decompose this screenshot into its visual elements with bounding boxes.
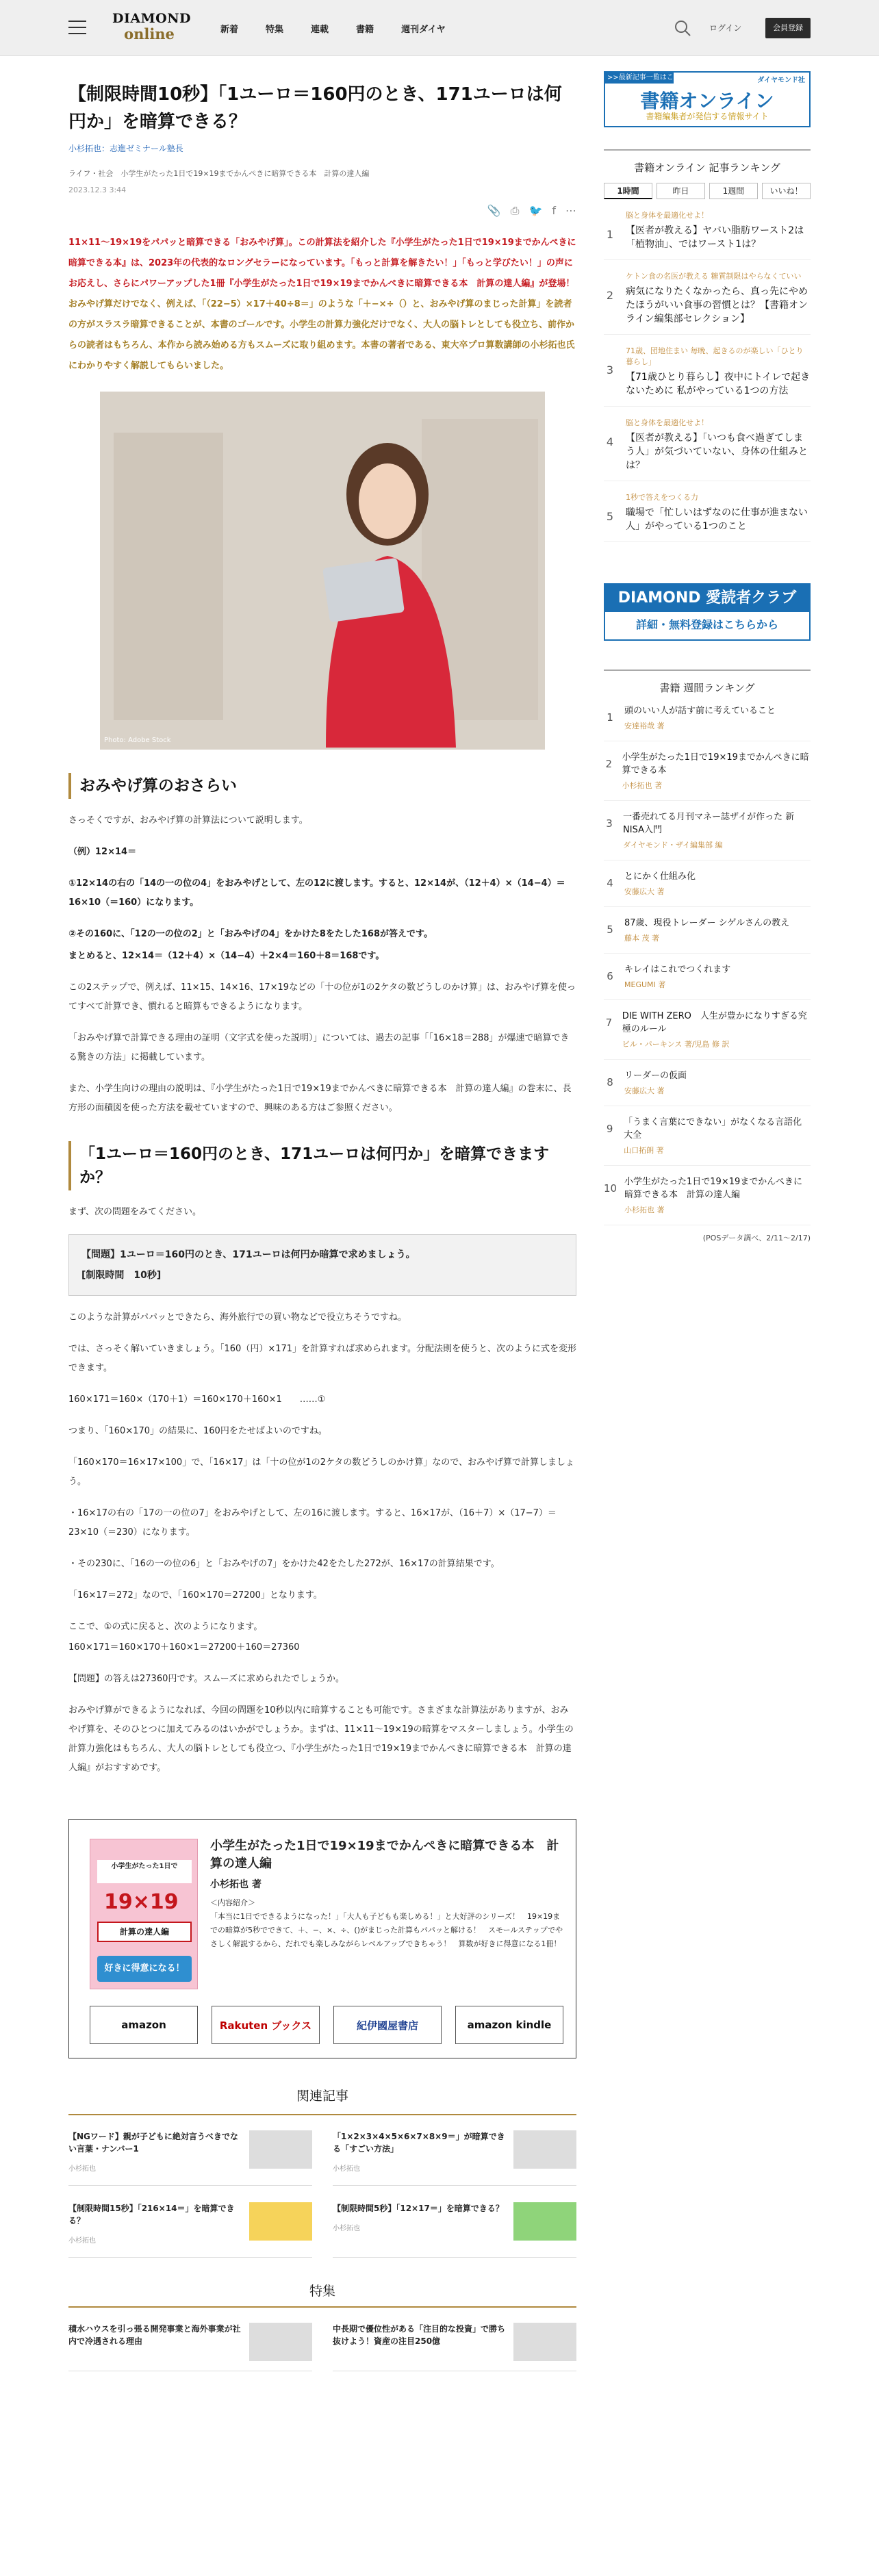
kindle-button[interactable]: amazon kindle [455, 2006, 563, 2044]
paragraph-with-link[interactable]: 「おみやげ算で計算できる理由の証明（文字式を使った説明）」については、過去の記事「「16×18＝288」が爆速で暗算できる驚きの方法」に掲載しています。 [68, 1033, 570, 1062]
banner-title: 書籍オンライン [640, 90, 774, 112]
more-icon[interactable]: ⋯ [565, 204, 576, 217]
main-nav [220, 22, 446, 35]
book-rank-item[interactable]: 10 小学生がたった1日で19×19までかんぺきに暗算できる本 計算の達人編 小杉拓也 著 [604, 1166, 811, 1225]
tab-1hour[interactable]: 1時間 [604, 183, 652, 199]
paragraph: この2ステップで、例えば、11×15、14×16、17×19などの「十の位が1の2ケタの数どうしのかけ算」は、おみやげ算を使ってすべて計算でき、慣れると暗算もできるようになります。 [68, 982, 576, 1012]
lead-part-1: 11×11〜19×19をパパッと暗算できる「おみやげ算」。この計算法を紹介した『小学生がたった1日で19×19までかんぺきに暗算できる本』は、2023年の代表的なロングセラーになっています。「もっと計算を解きたい！」「もっと学びたい！」の声にお応えし、さらにパワーアップした1冊『小学生がたった1日で19×19までかんぺきに暗算できる本 計算の達人編』が登場！ [68, 238, 576, 289]
paragraph: まとめると、12×14＝（12＋4）×（14−4）＋2×4＝160＋8＝168です。 [68, 951, 385, 961]
ranking-item[interactable]: 2 ケトン食の名医が教える 糖質制限はやらなくていい 病気になりたくなかったら、真っ先にやめたほうがいい食事の習慣とは？【書籍オンライン編集部セレクション】 [604, 271, 811, 335]
tab-likes[interactable]: いいね！ [762, 183, 811, 199]
nav-item-weekly[interactable]: 週刊ダイヤ [401, 25, 446, 35]
store-buttons [90, 2006, 563, 2044]
paragraph: また、小学生向けの理由の説明は、『小学生がたった1日で19×19までかんぺきに暗算できる本 計算の達人編』の巻末に、長方形の面積図を使った方法を載せていますので、興味のある方はご参照ください。 [68, 1084, 572, 1113]
menu-icon[interactable] [68, 21, 86, 34]
ranking-item[interactable]: 5 1秒で答えをつくる力 職場で「忙しいはずなのに仕事が進まない人」がやっている1つのこと [604, 492, 811, 542]
nav-item-books[interactable]: 書籍 [356, 25, 374, 35]
formula: 160×171＝160×（170＋1）＝160×170＋160×1 ……① [68, 1394, 326, 1405]
book-promo-box [68, 1819, 576, 2058]
closing-paragraph: おみやげ算ができるようになれば、今回の問題を10秒以内に暗算することも可能です。さまざまな計算法がありますが、おみやげ算を、そのひとつに加えてみるのはいかがでしょうか。まずは、11×11〜19×19の暗算をマスターしましょう。小学生の計算力強化はもちろん、大人の脳トレとしても役立つ、『小学生がたった1日で19×19までかんぺきに暗算できる本 計算の達人編』がおすすめです。 [68, 1705, 574, 1773]
paragraph: ①12×14の右の「14の一の位の4」をおみやげとして、左の12に渡します。すると、12×14が、（12＋4）×（14−4）＝16×10（＝160）になります。 [68, 878, 565, 908]
ranking-item[interactable]: 1 脳と身体を最適化せよ！ 【医者が教える】ヤバい脂肪ワースト2は「植物油」、ではワースト1は？ [604, 210, 811, 260]
related-item[interactable]: 【制限時間5秒】「12×17＝」を暗算できる？ 小杉拓也 [333, 2202, 576, 2258]
banner-subtitle: 書籍編集者が発信する情報サイト [646, 112, 769, 121]
related-thumbnail [249, 2130, 312, 2169]
answer-paragraph: 【問題】の答えは27360円です。スムーズに求められたでしょうか。 [68, 1674, 345, 1684]
ranking-source: (POSデータ調べ、2/11〜2/17) [702, 1234, 811, 1242]
article-photo [100, 392, 545, 750]
club-title: DIAMOND 愛読者クラブ [605, 585, 809, 612]
quiz-question: 【問題】1ユーロ＝160円のとき、171ユーロは何円か暗算で求めましょう。 [81, 1249, 416, 1260]
article-lead [68, 233, 576, 377]
paragraph: つまり、「160×170」の結果に、160円をたせばよいのですね。 [68, 1426, 327, 1436]
paragraph: ・その230に、「16の一の位の6」と「おみやげの7」をかけた42をたした272が、16×17の計算結果です。 [68, 1559, 500, 1569]
tab-1week[interactable]: 1週間 [709, 183, 758, 199]
cover-bottom-text: 好きに得意になる！ [97, 1956, 192, 1982]
register-button[interactable]: 会員登録 [765, 18, 811, 38]
paragraph: ②その160に、「12の一の位の2」と「おみやげの4」をかけた8をたした168が答えです。 [68, 929, 433, 939]
paragraph: まず、次の問題をみてください。 [68, 1207, 201, 1217]
cover-top-text: 小学生がたった1日で [97, 1860, 192, 1883]
twitter-icon[interactable]: 🐦 [528, 204, 543, 217]
login-link[interactable]: ログイン [709, 23, 742, 33]
nav-item-feature[interactable]: 特集 [266, 25, 284, 35]
book-rank-item[interactable]: 4 とにかく仕組み化 安藤広大 著 [604, 860, 811, 907]
cover-mid-text: 計算の達人編 [97, 1922, 192, 1942]
kinokuniya-button[interactable]: 紀伊國屋書店 [333, 2006, 442, 2044]
woman-tablet-image [100, 392, 545, 750]
clip-icon[interactable]: 📎 [487, 204, 501, 217]
site-logo[interactable] [112, 10, 192, 47]
article-title: 【制限時間10秒】「1ユーロ＝160円のとき、171ユーロは何円か」を暗算できる？ [68, 84, 562, 132]
ranking-item[interactable]: 3 71歳、団地住まい 毎晩、起きるのが楽しい「ひとり暮らし」 【71歳ひとり暮らし】夜中にトイレで起きないために 私がやっている1つの方法 [604, 346, 811, 407]
print-icon[interactable]: ⎙ [510, 204, 520, 217]
feature-thumbnail [249, 2323, 312, 2361]
article-author[interactable]: 小杉拓也：志進ゼミナール塾長 [68, 144, 183, 153]
search-icon[interactable] [674, 19, 691, 37]
book-rank-item[interactable]: 9 「うまく言葉にできない」がなくなる言語化大全 山口拓朗 著 [604, 1106, 811, 1166]
book-rank-item[interactable]: 6 キレイはこれでつくれます MEGUMI 著 [604, 954, 811, 1000]
quiz-box [68, 1234, 576, 1296]
share-bar [68, 204, 576, 218]
book-cover[interactable] [90, 1839, 198, 1989]
tab-yesterday[interactable]: 昨日 [657, 183, 705, 199]
books-online-banner[interactable] [604, 71, 811, 127]
feature-heading: 特集 [68, 2281, 576, 2308]
article-date: 2023.12.3 3:44 [68, 186, 127, 194]
article-category[interactable]: ライフ・社会 小学生がたった1日で19×19までかんぺきに暗算できる本 計算の達人編 [68, 169, 370, 178]
site-header [0, 0, 879, 56]
related-heading: 関連記事 [68, 2086, 576, 2115]
logo-bottom: online [124, 25, 175, 42]
paragraph: （例）12×14＝ [68, 847, 137, 857]
lead-part-2: おみやげ算だけでなく、例えば、「（22−5）×17＋40÷8＝」のような「＋−×÷（）と、おみやげ算のまじった計算」を読者の方がスラスラ暗算できることが、本書のゴールです。小学生の計算力強化だけでなく、大人の脳トレとしても役立ち、前作からの読者はもちろん、本作から読み始める方もスムーズに取り組めます。本書の著者である、東大卒プロ算数講師の小杉拓也氏にわかりやすく解説してもらいました。 [68, 299, 575, 371]
photo-caption: Photo: Adobe Stock [104, 737, 171, 744]
book-rank-item[interactable]: 8 リーダーの仮面 安藤広大 著 [604, 1060, 811, 1106]
article-main [68, 81, 576, 2371]
paragraph: ここで、①の式に戻ると、次のようになります。 [68, 1622, 263, 1632]
logo-top: DIAMOND [112, 11, 192, 26]
related-thumbnail [513, 2130, 576, 2169]
sidebar [604, 71, 811, 1243]
nav-item-series[interactable]: 連載 [311, 25, 329, 35]
paragraph: さっそくですが、おみやげ算の計算法について説明します。 [68, 815, 308, 826]
book-author: 小杉拓也 著 [210, 1879, 262, 1890]
paragraph: 「16×17＝272」なので、「160×170＝27200」となります。 [68, 1590, 322, 1601]
rakuten-button[interactable]: Rakuten ブックス [212, 2006, 320, 2044]
related-item[interactable]: 「1×2×3×4×5×6×7×8×9＝」が暗算できる「すごい方法」 小杉拓也 [333, 2130, 576, 2186]
book-description: ＜内容紹介＞ 「本当に1日でできるようになった！」「大人も子どもも楽しめる！」と大好評のシリーズ！ 19×19までの暗算が5秒でできて、＋、−、×、÷、()がまじった計算もパパッと解ける！ スモールステップでやさしく解説するから、だれでも楽しみながらレベルアップできちゃう！ 算数が好きに得意になる1冊！ [210, 1898, 563, 1948]
facebook-icon[interactable]: f [552, 204, 556, 217]
banner-brand: ダイヤモンド社 [757, 77, 805, 84]
paragraph: 「160×170＝16×17×100」で、「16×17」は「十の位が1の2ケタの数どうしのかけ算」なので、おみやげ算で計算しましょう。 [68, 1457, 575, 1487]
feature-grid [68, 2323, 576, 2371]
related-thumbnail [249, 2202, 312, 2241]
banner-tag: >>最新記事一覧はこちら [605, 73, 674, 84]
quiz-time-limit: [制限時間 10秒] [81, 1270, 162, 1281]
feature-item[interactable]: 中長期で優位性がある「注目的な投資」で勝ち抜けよう！資産の注目250億 [333, 2323, 576, 2371]
related-item[interactable]: 【NGワード】親が子どもに絶対言うべきでない言葉・ナンバー1 小杉拓也 [68, 2130, 312, 2186]
section-heading-euro: 「1ユーロ＝160円のとき、171ユーロは何円か」を暗算できますか？ [68, 1141, 576, 1190]
related-item[interactable]: 【制限時間15秒】「216×14＝」を暗算できる？ 小杉拓也 [68, 2202, 312, 2258]
nav-item-new[interactable]: 新着 [220, 25, 239, 35]
feature-thumbnail [513, 2323, 576, 2361]
related-thumbnail [513, 2202, 576, 2241]
ranking-tabs [604, 183, 811, 199]
book-ranking-heading: 書籍 週間ランキング [604, 669, 811, 695]
feature-item[interactable]: 積水ハウスを引っ張る開発事業と海外事業が社内で冷遇される理由 [68, 2323, 312, 2371]
ranking-heading: 書籍オンライン 記事ランキング [604, 149, 811, 175]
book-rank-item[interactable]: 7 DIE WITH ZERO 人生が豊かになりすぎる究極のルール ビル・パーキンス 著/児島 修 訳 [604, 1000, 811, 1060]
book-rank-item[interactable]: 3 一番売れてる月刊マネー誌ザイが作った 新NISA入門 ダイヤモンド・ザイ編集部 編 [604, 801, 811, 860]
book-title[interactable]: 小学生がたった1日で19×19までかんぺきに暗算できる本 計算の達人編 [210, 1839, 559, 1871]
section-heading-review: おみやげ算のおさらい [68, 773, 576, 799]
club-subtitle: 詳細・無料登録はこちらから [635, 618, 778, 631]
book-rank-item[interactable]: 5 87歳、現役トレーダー シゲルさんの教え 藤本 茂 著 [604, 907, 811, 954]
cover-big-text: 19×19 [104, 1890, 179, 1914]
readers-club-banner[interactable] [604, 583, 811, 641]
ranking-item[interactable]: 4 脳と身体を最適化せよ！ 【医者が教える】「いつも食べ過ぎてしまう人」が気づいていない、身体の仕組みとは？ [604, 418, 811, 481]
book-rank-item[interactable]: 1 頭のいい人が話す前に考えていること 安達裕哉 著 [604, 695, 811, 741]
paragraph: このような計算がパパッとできたら、海外旅行での買い物などで役立ちそうですね。 [68, 1312, 407, 1323]
paragraph: では、さっそく解いていきましょう。「160（円）×171」を計算すれば求められます。分配法則を使うと、次のように式を変形できます。 [68, 1344, 576, 1373]
formula: 160×171＝160×170＋160×1＝27200＋160＝27360 [68, 1642, 300, 1653]
related-grid [68, 2130, 576, 2258]
paragraph: ・16×17の右の「17の一の位の7」をおみやげとして、左の16に渡します。すると、16×17が、（16＋7）×（17−7）＝23×10（＝230）になります。 [68, 1508, 557, 1538]
amazon-button[interactable]: amazon [90, 2006, 198, 2044]
book-rank-item[interactable]: 2 小学生がたった1日で19×19までかんぺきに暗算できる本 小杉拓也 著 [604, 741, 811, 801]
